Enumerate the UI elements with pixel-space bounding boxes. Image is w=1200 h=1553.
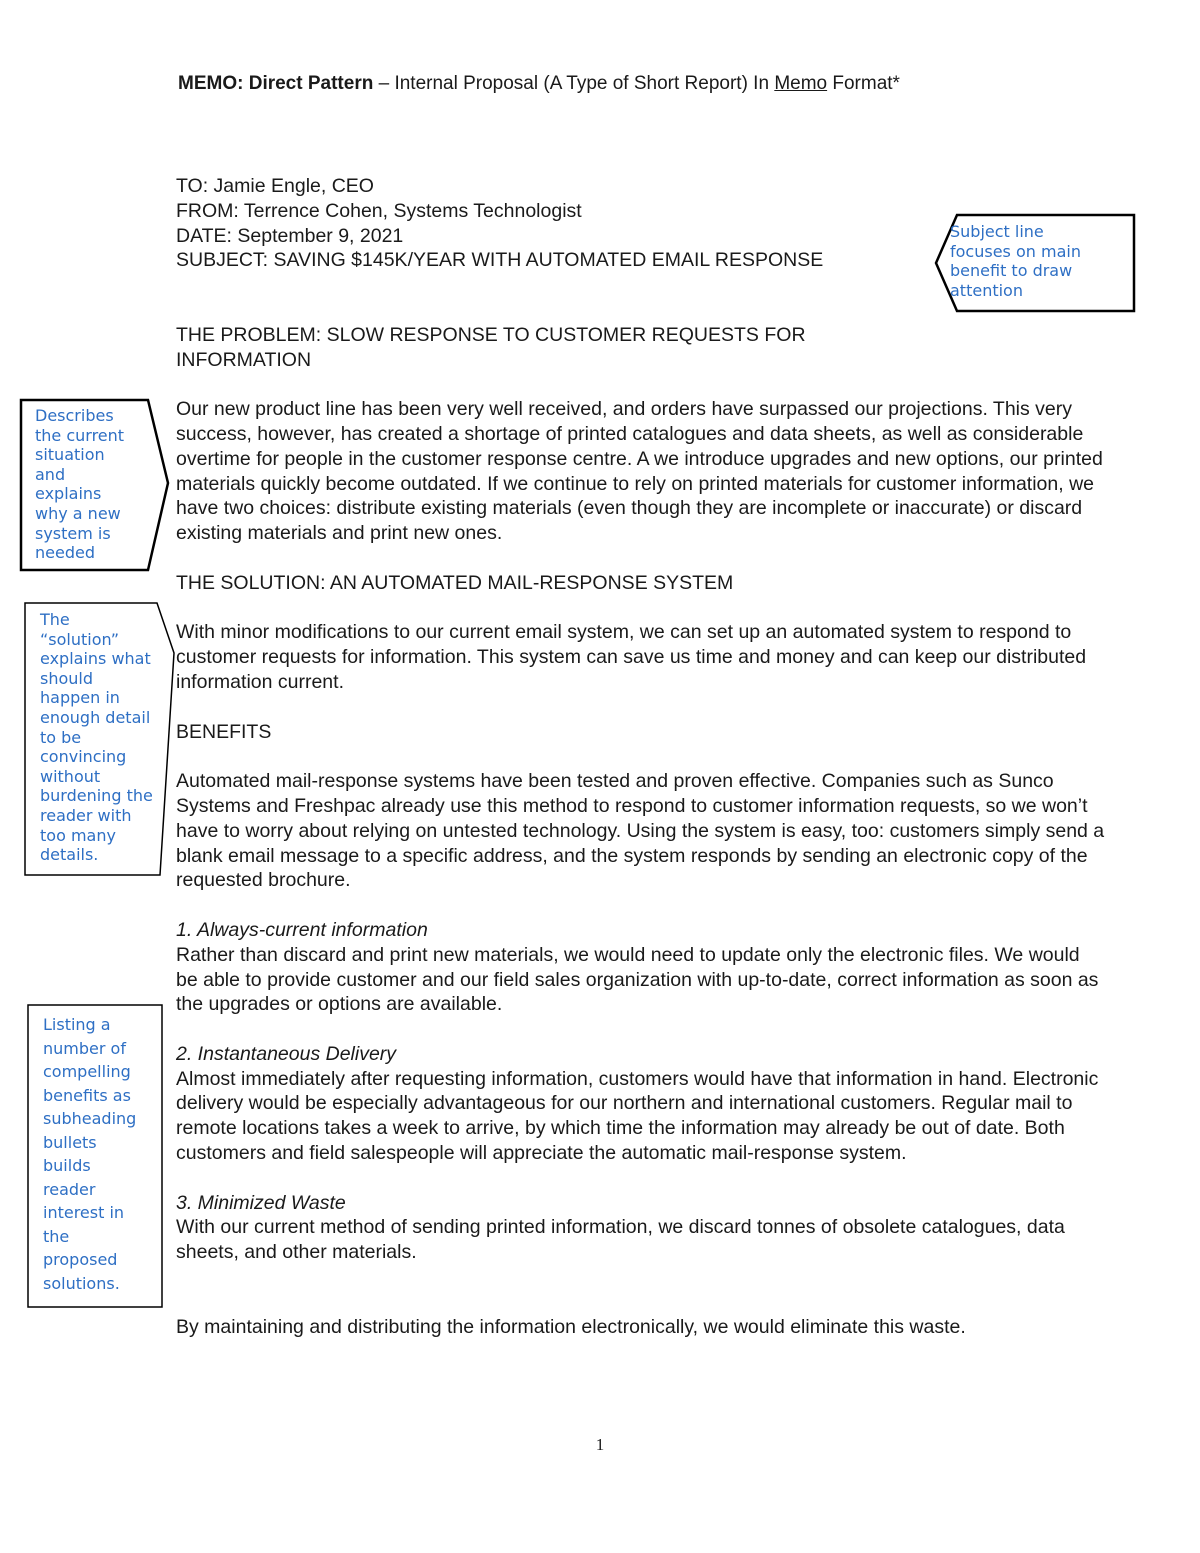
problem-paragraph: Our new product line has been very well received, and orders have surpassed our projections. This very success, however, has created a shortage of printed catalogues and data sheets, as well as considerable overtime for people in the customer response centre. A we introduce upgrades and new options, our printed materials quickly become outdated. If we continue to rely on printed materials for customer information, we have two choices: distribute existing materials (even though they are incomplete or inaccurate) or discard existing materials and print new ones.: [176, 398, 1103, 545]
memo-date: DATE: September 9, 2021: [176, 224, 404, 247]
memo-to: TO: Jamie Engle, CEO: [176, 175, 374, 197]
title-format: Format*: [827, 73, 900, 94]
title-rest: – Internal Proposal (A Type of Short Report) In: [373, 73, 775, 94]
memo-body: [176, 174, 1106, 1339]
benefit-2-text: Almost immediately after requesting information, customers would have that information in hand. Electronic delivery would be especially advantageous for our northern and international customers. Regular mail to remote locations takes a week to arrive, by which time the information may already be out of date. Both customers and field salespeople will appreciate the automatic mail-response system.: [176, 1067, 1099, 1165]
problem-callout-text: Describes the current situation and explains why a new system is needed: [35, 406, 125, 563]
benefit-1-title: 1. Always-current information: [176, 918, 428, 941]
benefit-3-text: With our current method of sending printed information, we discard tonnes of obsolete catalogues, data sheets, and other materials.: [176, 1216, 1065, 1264]
title-memo-underlined: Memo: [774, 73, 828, 94]
title-pattern: Direct Pattern: [248, 73, 374, 94]
page-number: 1: [595, 1435, 605, 1454]
benefits-heading: BENEFITS: [176, 720, 272, 743]
benefit-3-title: 3. Minimized Waste: [176, 1191, 346, 1214]
solution-paragraph: With minor modifications to our current email system, we can set up an automated system to respond to customer requests for information. This system can save us time and money and can keep our distributed information current.: [176, 621, 1087, 693]
benefits-callout-text: Listing a number of compelling benefits as subheading bullets builds reader interest in the proposed solutions.: [43, 1015, 137, 1293]
solution-callout-text: The “solution” explains what should happen in enough detail to be convincing without burdening the reader with too many details.: [40, 610, 153, 865]
memo-subject: SUBJECT: SAVING $145K/YEAR WITH AUTOMATED EMAIL RESPONSE: [176, 249, 824, 272]
benefit-1-text: Rather than discard and print new materials, we would need to update only the electronic files. We would be able to provide customer and our field sales organization with up-to-date, correct information as soon as the upgrades or options are available.: [176, 943, 1099, 1016]
problem-heading: THE PROBLEM: SLOW RESPONSE TO CUSTOMER REQUESTS FOR INFORMATION: [176, 323, 806, 371]
memo-from: FROM: Terrence Cohen, Systems Technologist: [176, 199, 582, 222]
memo-title: [178, 71, 1078, 97]
solution-heading: THE SOLUTION: AN AUTOMATED MAIL-RESPONSE SYSTEM: [176, 571, 734, 594]
benefits-paragraph: Automated mail-response systems have been tested and proven effective. Companies such as Sunco Systems and Freshpac already use this method to respond to customer information requests, so we won’t have to worry about relying on untested technology. Using the system is easy, too: customers simply send a blank email message to a specific address, and the system responds by sending an electronic copy of the requested brochure.: [176, 770, 1105, 892]
benefit-2-title: 2. Instantaneous Delivery: [176, 1042, 397, 1065]
subject-callout-text: Subject line focuses on main benefit to draw attention: [950, 222, 1081, 300]
title-memo-label: MEMO:: [178, 73, 244, 94]
closing-paragraph: By maintaining and distributing the information electronically, we would eliminate this waste.: [176, 1315, 966, 1338]
